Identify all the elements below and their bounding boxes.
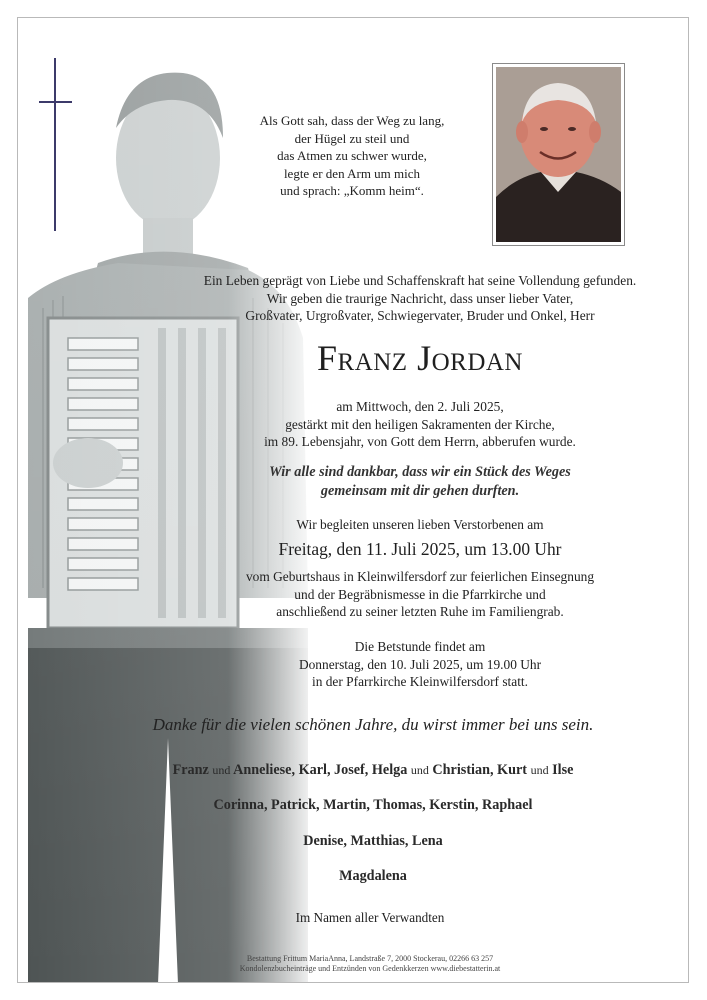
footer-line: Bestattung Frittum MariaAnna, Landstraße 7, 2000 Stockerau, 02266 63 257	[246, 954, 494, 963]
intro-line: Ein Leben geprägt von Liebe und Schaffenskraft hat seine Vollendung gefunden.	[203, 273, 637, 288]
poem-line: das Atmen zu schwer wurde,	[277, 148, 427, 163]
accompany-text: Wir begleiten unseren lieben Verstorbenen am	[296, 517, 544, 532]
prayer-line: in der Pfarrkirche Kleinwilfersdorf statt.	[311, 674, 529, 689]
family-line-children	[100, 761, 646, 779]
prayer-hour	[240, 638, 600, 691]
ceremony-line: anschließend zu seiner letzten Ruhe im Familiengrab.	[276, 604, 564, 619]
poem-line: legte er den Arm um mich	[283, 165, 421, 181]
family-name: Franz	[172, 762, 209, 778]
funeral-date: Freitag, den 11. Juli 2025, um 13.00 Uhr	[278, 539, 562, 559]
thanks-line: Danke für die vielen schönen Jahre, du wirst immer bei uns sein.	[152, 715, 594, 734]
intro-line: Großvater, Urgroßvater, Schwiegervater, Bruder und Onkel, Herr	[245, 308, 595, 323]
prayer-line: Donnerstag, den 10. Juli 2025, um 19.00 Uhr	[298, 656, 542, 672]
poem-line: der Hügel zu steil und	[294, 130, 410, 146]
poem-line: Als Gott sah, dass der Weg zu lang,	[259, 113, 445, 128]
conjunction: und	[410, 763, 429, 777]
family-name: Christian, Kurt	[432, 762, 528, 778]
closing-text: Im Namen aller Verwandten	[295, 910, 445, 925]
gratitude-quote	[230, 463, 610, 501]
deceased-name: Franz Jordan	[317, 338, 523, 378]
cross-icon-horizontal	[39, 101, 72, 103]
ceremony-line: vom Geburtshaus in Kleinwilfersdorf zur feierlichen Einsegnung	[245, 569, 595, 584]
death-line: am Mittwoch, den 2. Juli 2025,	[336, 399, 504, 414]
ceremony-details	[190, 568, 650, 621]
family-name: Ilse	[552, 762, 574, 778]
quote-line: Wir alle sind dankbar, dass wir ein Stück des Weges	[269, 464, 571, 480]
death-notice	[250, 398, 590, 451]
portrait-photo	[492, 63, 625, 246]
family-line-grandchildren: Corinna, Patrick, Martin, Thomas, Kerstin, Raphael	[213, 797, 533, 813]
conjunction: und	[530, 763, 549, 777]
intro-text	[150, 272, 690, 325]
family-line-sibling: Magdalena	[339, 868, 407, 884]
intro-line: Wir geben die traurige Nachricht, dass unser lieber Vater,	[266, 290, 574, 306]
poem-line: und sprach: „Komm heim“.	[280, 183, 424, 198]
family-name: Anneliese, Karl, Josef, Helga	[233, 762, 408, 778]
ceremony-line: und der Begräbnismesse in die Pfarrkirche und	[294, 586, 546, 602]
prayer-line: Die Betstunde findet am	[354, 639, 486, 654]
family-line-greatgrandchildren: Denise, Matthias, Lena	[303, 833, 443, 849]
cross-icon-vertical	[54, 58, 56, 231]
conjunction: und	[212, 763, 231, 777]
portrait-image	[496, 67, 621, 242]
footer	[150, 954, 590, 974]
death-line: gestärkt mit den heiligen Sakramenten der Kirche,	[285, 416, 555, 432]
footer-line: Kondolenzbucheinträge und Entzünden von Gedenkkerzen www.diebestatterin.at	[239, 964, 501, 973]
quote-line: gemeinsam mit dir gehen durften.	[320, 483, 520, 499]
death-line: im 89. Lebensjahr, von Gott dem Herrn, abberufen wurde.	[264, 434, 576, 449]
poem	[232, 112, 472, 200]
